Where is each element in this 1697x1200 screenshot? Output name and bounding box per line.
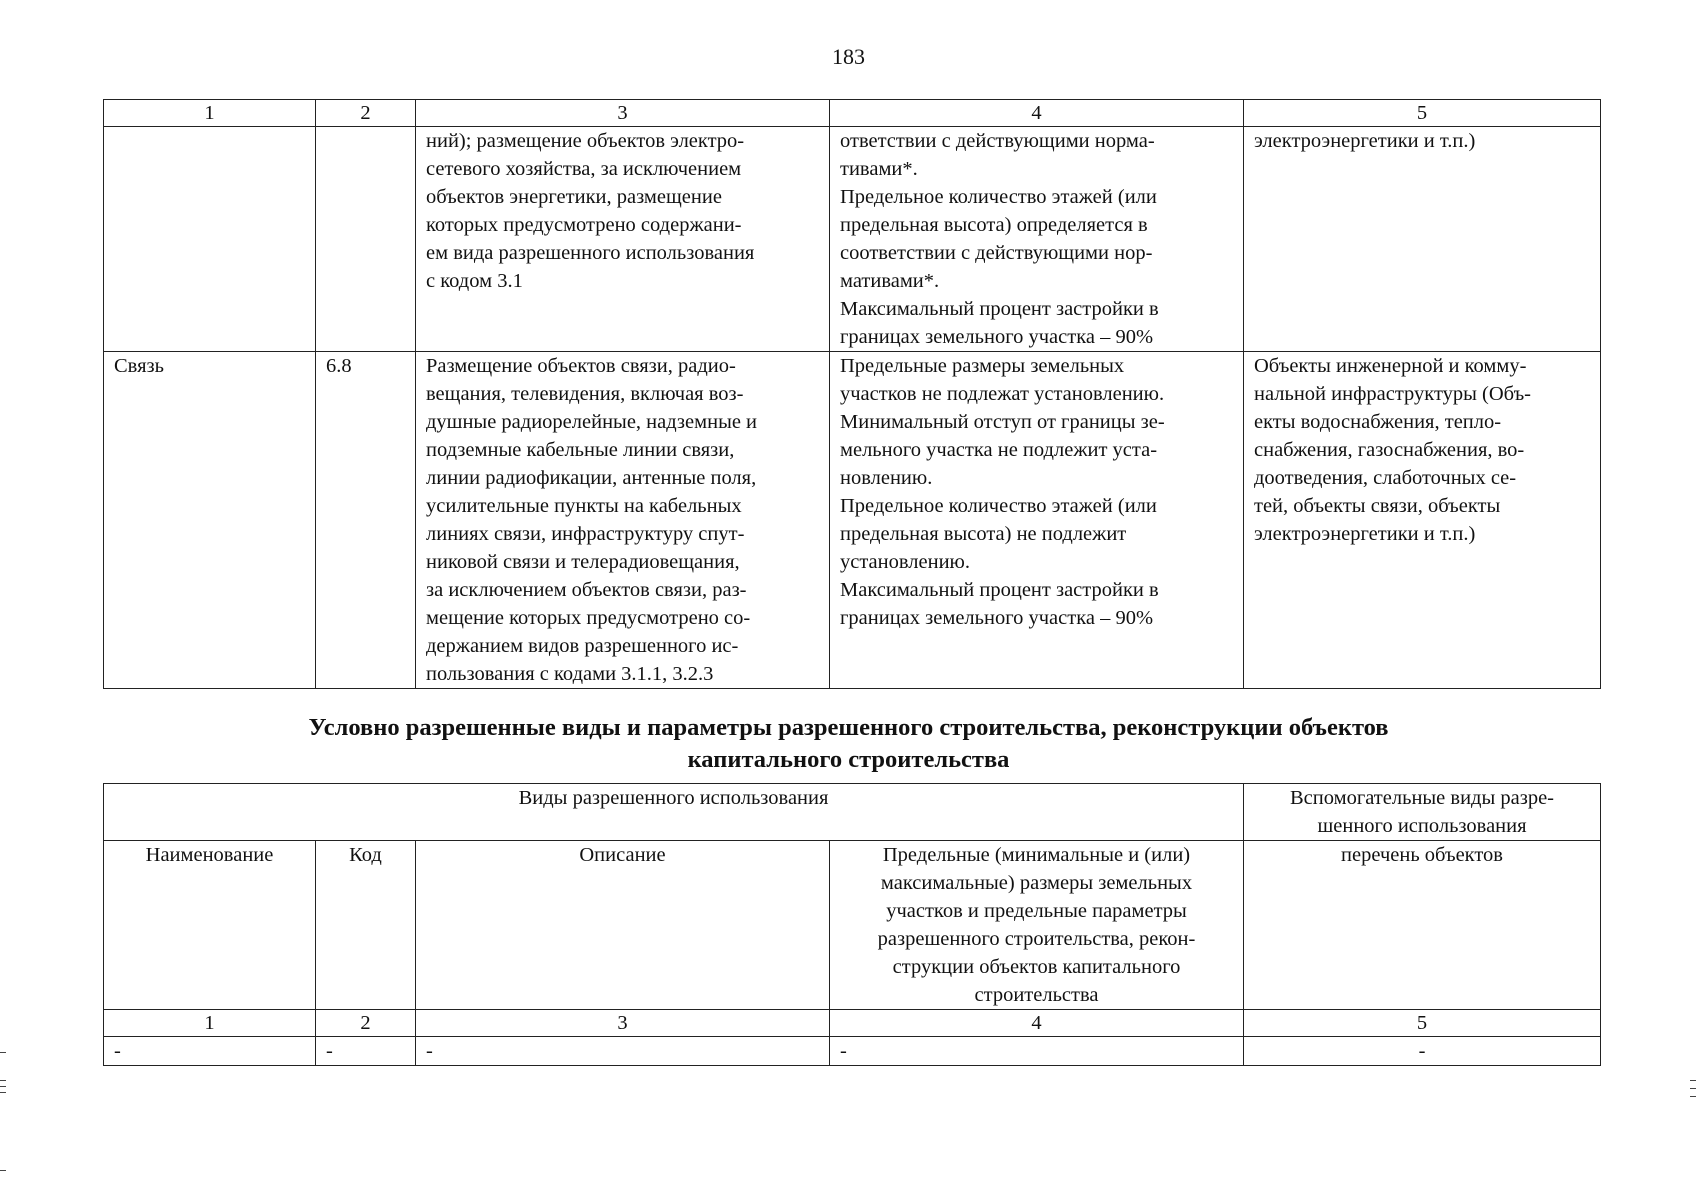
text-line: Объекты инженерной и комму- — [1254, 355, 1527, 377]
scan-margin-mark — [1690, 1088, 1696, 1089]
cell-auxiliary — [1244, 127, 1601, 352]
group-header-aux — [1244, 784, 1601, 841]
text-line: ответствии с действующими норма- — [840, 130, 1155, 152]
section-heading-line: капитального строительства — [687, 746, 1010, 773]
text-line: снабжения, газоснабжения, во- — [1254, 439, 1525, 461]
column-number-row — [104, 1010, 1601, 1037]
text-line: предельная высота) не подлежит — [840, 523, 1127, 545]
text-line: мативами*. — [840, 270, 940, 292]
text-line: максимальные) размеры земельных — [880, 872, 1193, 894]
text-line: Предельное количество этажей (или — [840, 495, 1157, 517]
text-line: границах земельного участка – 90% — [840, 326, 1154, 348]
text-line: сетевого хозяйства, за исключением — [426, 158, 742, 180]
scan-margin-mark — [0, 1086, 6, 1087]
header-code: Код — [316, 841, 416, 1010]
text-line: доотведения, слаботочных се- — [1254, 467, 1517, 489]
cell-auxiliary — [1244, 352, 1601, 689]
text-line: разрешенного строительства, рекон- — [877, 928, 1196, 950]
text-line: тей, объекты связи, объекты — [1254, 495, 1501, 517]
text-line: линиях связи, инфраструктуру спут- — [426, 523, 745, 545]
text-line: вещания, телевидения, включая воз- — [426, 383, 744, 405]
section-heading — [0, 712, 1697, 776]
text-line: границах земельного участка – 90% — [840, 607, 1154, 629]
text-line: предельная высота) определяется в — [840, 214, 1148, 236]
cell-dash: - — [1244, 1037, 1601, 1066]
text-line: Предельное количество этажей (или — [840, 186, 1157, 208]
column-header-row — [104, 841, 1601, 1010]
cell-description — [416, 352, 830, 689]
text-line: участков и предельные параметры — [886, 900, 1187, 922]
scan-margin-mark — [1690, 1080, 1696, 1081]
text-line: шенного использования — [1317, 815, 1527, 837]
text-line: Минимальный отступ от границы зе- — [840, 411, 1165, 433]
text-line: нальной инфраструктуры (Объ- — [1254, 383, 1532, 405]
text-line: усилительные пункты на кабельных — [426, 495, 742, 517]
text-line: которых предусмотрено содержани- — [426, 214, 742, 236]
header-parameters — [830, 841, 1244, 1010]
text-line: Предельные размеры земельных — [840, 355, 1125, 377]
text-line: тивами*. — [840, 158, 918, 180]
text-line: Максимальный процент застройки в — [840, 579, 1159, 601]
cell-name — [104, 127, 316, 352]
group-header-main: Виды разрешенного использования — [104, 784, 1244, 841]
text-line: Предельные (минимальные и (или) — [882, 844, 1191, 866]
text-line: Размещение объектов связи, радио- — [426, 355, 736, 377]
text-line: екты водоснабжения, тепло- — [1254, 411, 1502, 433]
text-line: Максимальный процент застройки в — [840, 298, 1159, 320]
column-number: 1 — [104, 1010, 316, 1037]
column-number: 2 — [316, 1010, 416, 1037]
header-objects: перечень объектов — [1244, 841, 1601, 1010]
table-row-svyaz — [104, 352, 1601, 689]
text-line: соответствии с действующими нор- — [840, 242, 1153, 264]
column-number: 5 — [1244, 100, 1601, 127]
column-number: 1 — [104, 100, 316, 127]
text-line: мещение которых предусмотрено со- — [426, 607, 751, 629]
column-number-row — [104, 100, 1601, 127]
header-description: Описание — [416, 841, 830, 1010]
column-number: 3 — [416, 100, 830, 127]
scan-margin-mark — [0, 1052, 6, 1053]
section-heading-line: Условно разрешенные виды и параметры разрешенного строительства, реконструкции объектов — [308, 714, 1389, 741]
text-line: линии радиофикации, антенные поля, — [426, 467, 757, 489]
scan-margin-mark — [0, 1080, 6, 1081]
text-line: установлению. — [840, 551, 970, 573]
text-line: электроэнергетики и т.п.) — [1254, 130, 1476, 152]
cell-dash: - — [830, 1037, 1244, 1066]
text-line: никовой связи и телерадиовещания, — [426, 551, 740, 573]
column-number: 3 — [416, 1010, 830, 1037]
scan-margin-mark — [0, 1092, 6, 1093]
scan-margin-mark — [1690, 1096, 1696, 1097]
text-line: пользования с кодами 3.1.1, 3.2.3 — [426, 663, 714, 685]
text-line: ний); размещение объектов электро- — [426, 130, 745, 152]
cell-code: 6.8 — [316, 352, 416, 689]
text-line: держанием видов разрешенного ис- — [426, 635, 739, 657]
table-row-empty — [104, 1037, 1601, 1066]
text-line: участков не подлежат установлению. — [840, 383, 1165, 405]
text-line: новлению. — [840, 467, 933, 489]
cell-description — [416, 127, 830, 352]
text-line: объектов энергетики, размещение — [426, 186, 722, 208]
header-name: Наименование — [104, 841, 316, 1010]
text-line: электроэнергетики и т.п.) — [1254, 523, 1476, 545]
cell-name: Связь — [104, 352, 316, 689]
column-number: 4 — [830, 1010, 1244, 1037]
text-line: Вспомогательные виды разре- — [1290, 787, 1555, 809]
column-number: 5 — [1244, 1010, 1601, 1037]
column-number: 4 — [830, 100, 1244, 127]
cell-dash: - — [416, 1037, 830, 1066]
cell-code — [316, 127, 416, 352]
text-line: струкции объектов капитального — [892, 956, 1181, 978]
text-line: душные радиорелейные, надземные и — [426, 411, 758, 433]
text-line: строительства — [974, 984, 1099, 1006]
table-row-continuation — [104, 127, 1601, 352]
cell-dash: - — [104, 1037, 316, 1066]
page-number: 183 — [832, 44, 865, 69]
text-line: за исключением объектов связи, раз- — [426, 579, 747, 601]
group-header-row — [104, 784, 1601, 841]
text-line: ем вида разрешенного использования — [426, 242, 755, 264]
cell-dash: - — [316, 1037, 416, 1066]
text-line: с кодом 3.1 — [426, 270, 523, 292]
text-line: мельного участка не подлежит уста- — [840, 439, 1158, 461]
conditional-use-table — [103, 783, 1601, 1066]
text-line: подземные кабельные линии связи, — [426, 439, 735, 461]
cell-parameters — [830, 352, 1244, 689]
cell-parameters — [830, 127, 1244, 352]
column-number: 2 — [316, 100, 416, 127]
scan-margin-mark — [0, 1170, 6, 1171]
zoning-table-main — [103, 99, 1601, 689]
